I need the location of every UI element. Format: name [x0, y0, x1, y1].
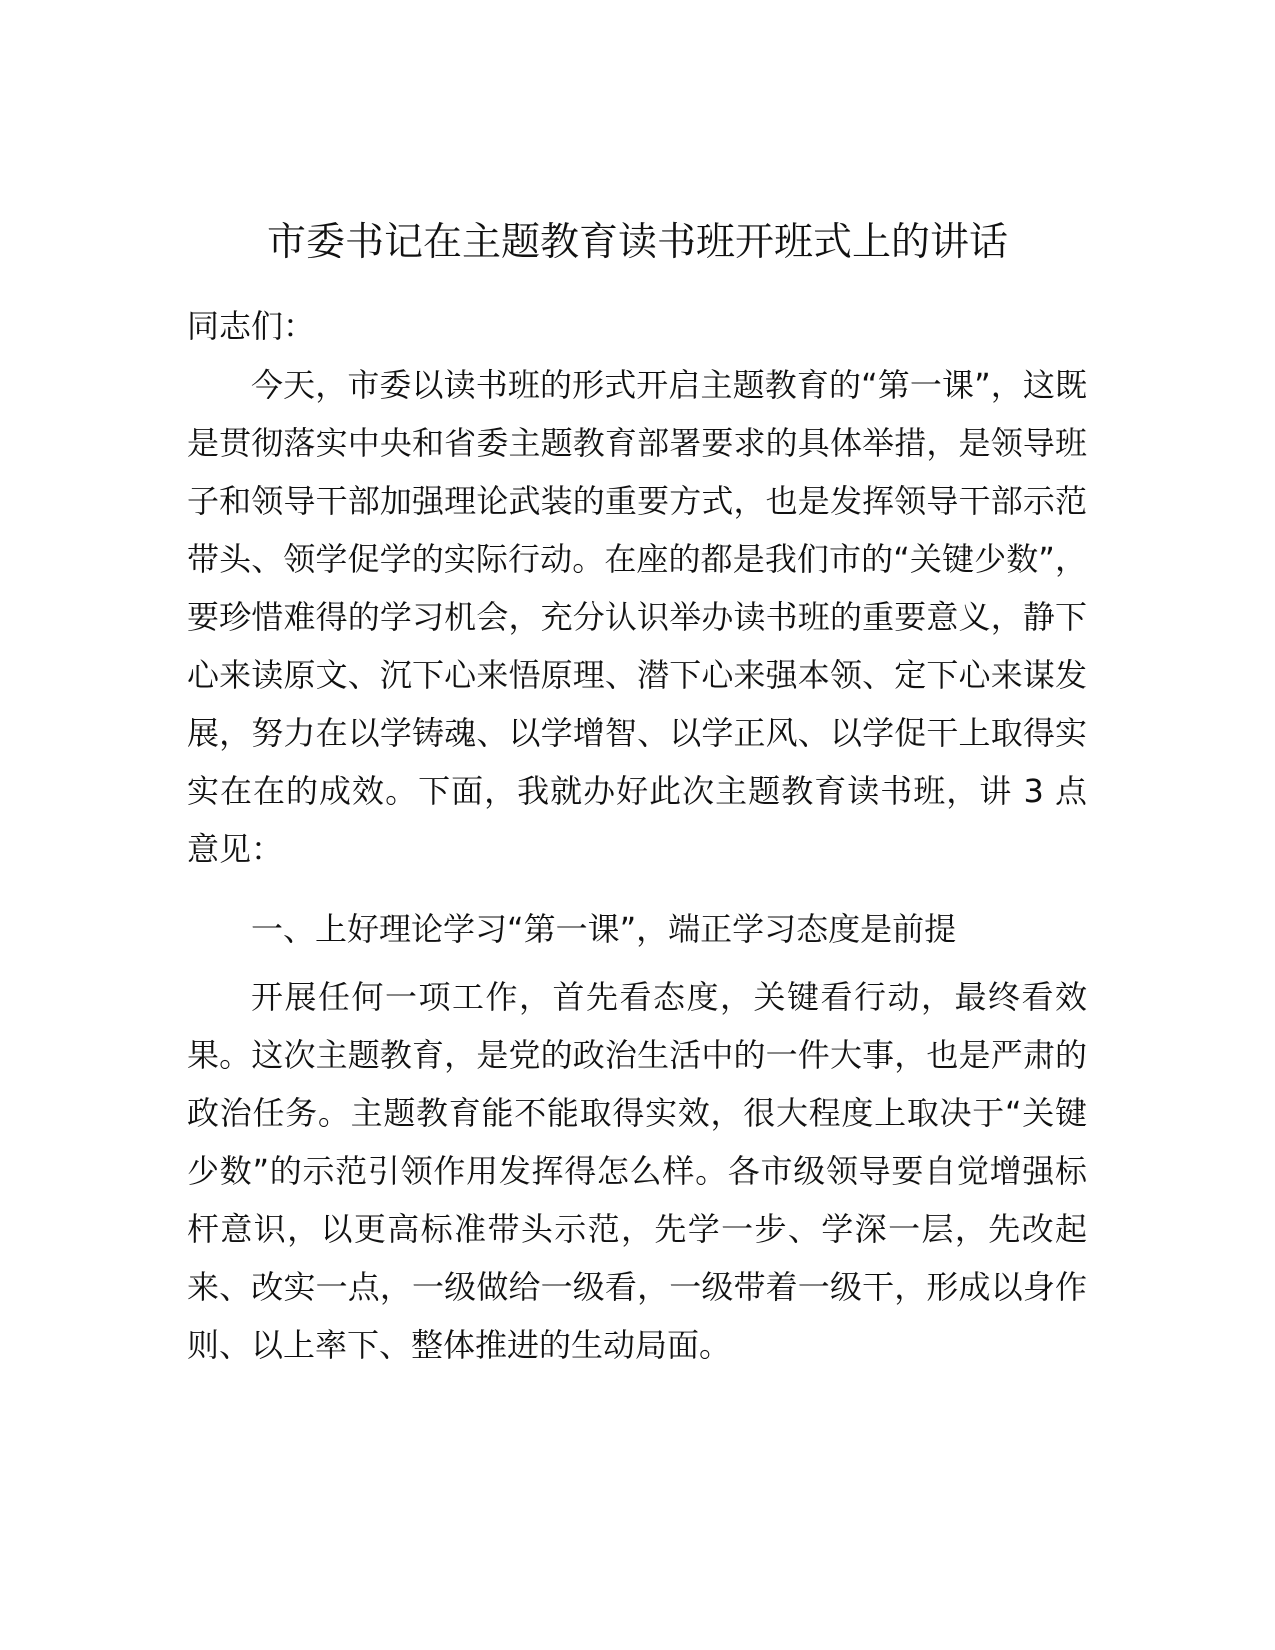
paragraph-section-1: 开展任何一项工作，首先看态度，关键看行动，最终看效果。这次主题教育，是党的政治生活中的一件大事，也是严肃的政治任务。主题教育能不能取得实效，很大程度上取决于“关键少数”的示范引领作用发挥得怎么样。各市级领导要自觉增强标杆意识，以更高标准带头示范，先学一步、学深一层，先改起来、改实一点，一级做给一级看，一级带着一级干，形成以身作则、以上率下、整体推进的生动局面。	[187, 978, 1087, 1364]
section-heading-1: 一、上好理论学习“第一课”，端正学习态度是前提	[251, 910, 957, 948]
document-title: 市委书记在主题教育读书班开班式上的讲话	[266, 220, 1008, 265]
paragraph-intro: 今天，市委以读书班的形式开启主题教育的“第一课”，这既是贯彻落实中央和省委主题教育部署要求的具体举措，是领导班子和领导干部加强理论武装的重要方式，也是发挥领导干部示范带头、领学促学的实际行动。在座的都是我们市的“关键少数”，要珍惜难得的学习机会，充分认识举办读书班的重要意义，静下心来读原文、沉下心来悟原理、潜下心来强本领、定下心来谋发展，努力在以学铸魂、以学增智、以学正风、以学促干上取得实实在在的成效。下面，我就办好此次主题教育读书班，讲 3 点意见：	[187, 366, 1087, 868]
salutation: 同志们：	[187, 307, 316, 345]
